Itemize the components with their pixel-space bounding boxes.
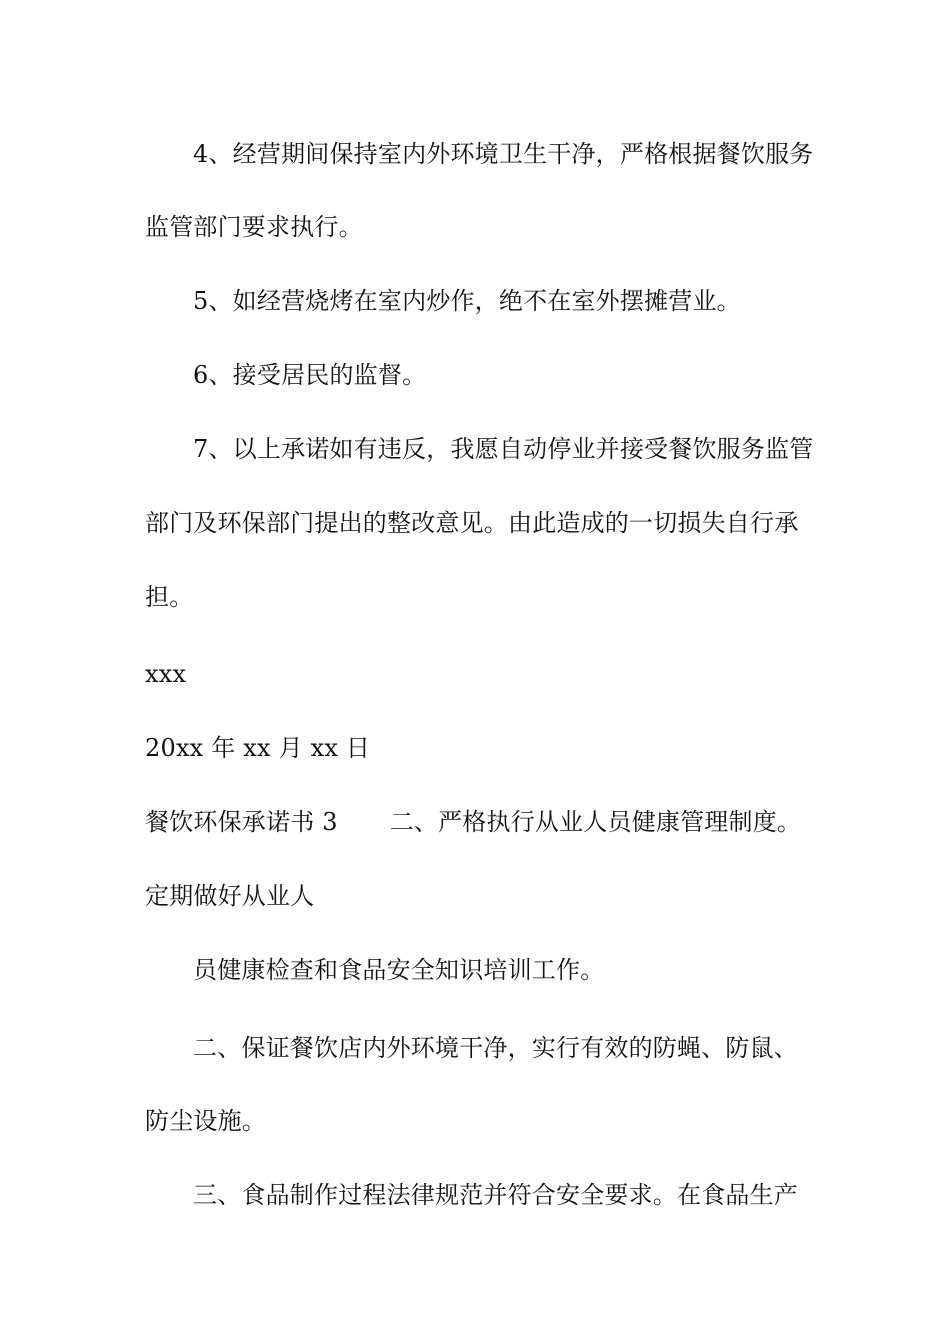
signature-name: xxx (145, 660, 187, 688)
section-item-2b-line-2: 防尘设施。 (145, 1107, 266, 1135)
paragraph-item-6: 6、接受居民的监督。 (193, 361, 427, 389)
section-item-3-line-1: 三、食品制作过程法律规范并符合安全要求。在食品生产 (193, 1181, 798, 1209)
signature-date: 20xx 年 xx 月 xx 日 (145, 734, 371, 762)
paragraph-item-4-line-1: 4、经营期间保持室内外环境卫生干净，严格根据餐饮服务 (193, 140, 814, 168)
section-heading-row (145, 806, 801, 838)
section-item-2-line-1: 二、严格执行从业人员健康管理制度。 (389, 808, 802, 836)
paragraph-item-7-line-3: 担。 (145, 583, 194, 611)
section-item-2-line-3: 员健康检查和食品安全知识培训工作。 (193, 956, 605, 984)
paragraph-item-5: 5、如经营烧烤在室内炒作，绝不在室外摆摊营业。 (193, 287, 741, 315)
paragraph-item-7-line-1: 7、以上承诺如有违反，我愿自动停业并接受餐饮服务监管 (193, 435, 814, 463)
section-item-2b-line-1: 二、保证餐饮店内外环境干净，实行有效的防蝇、防鼠、 (193, 1034, 798, 1062)
paragraph-item-7-line-2: 部门及环保部门提出的整改意见。由此造成的一切损失自行承 (145, 509, 799, 537)
section-item-2-line-2: 定期做好从业人 (145, 882, 315, 910)
section-title: 餐饮环保承诺书 3 (145, 808, 338, 836)
paragraph-item-4-line-2: 监管部门要求执行。 (145, 213, 363, 241)
